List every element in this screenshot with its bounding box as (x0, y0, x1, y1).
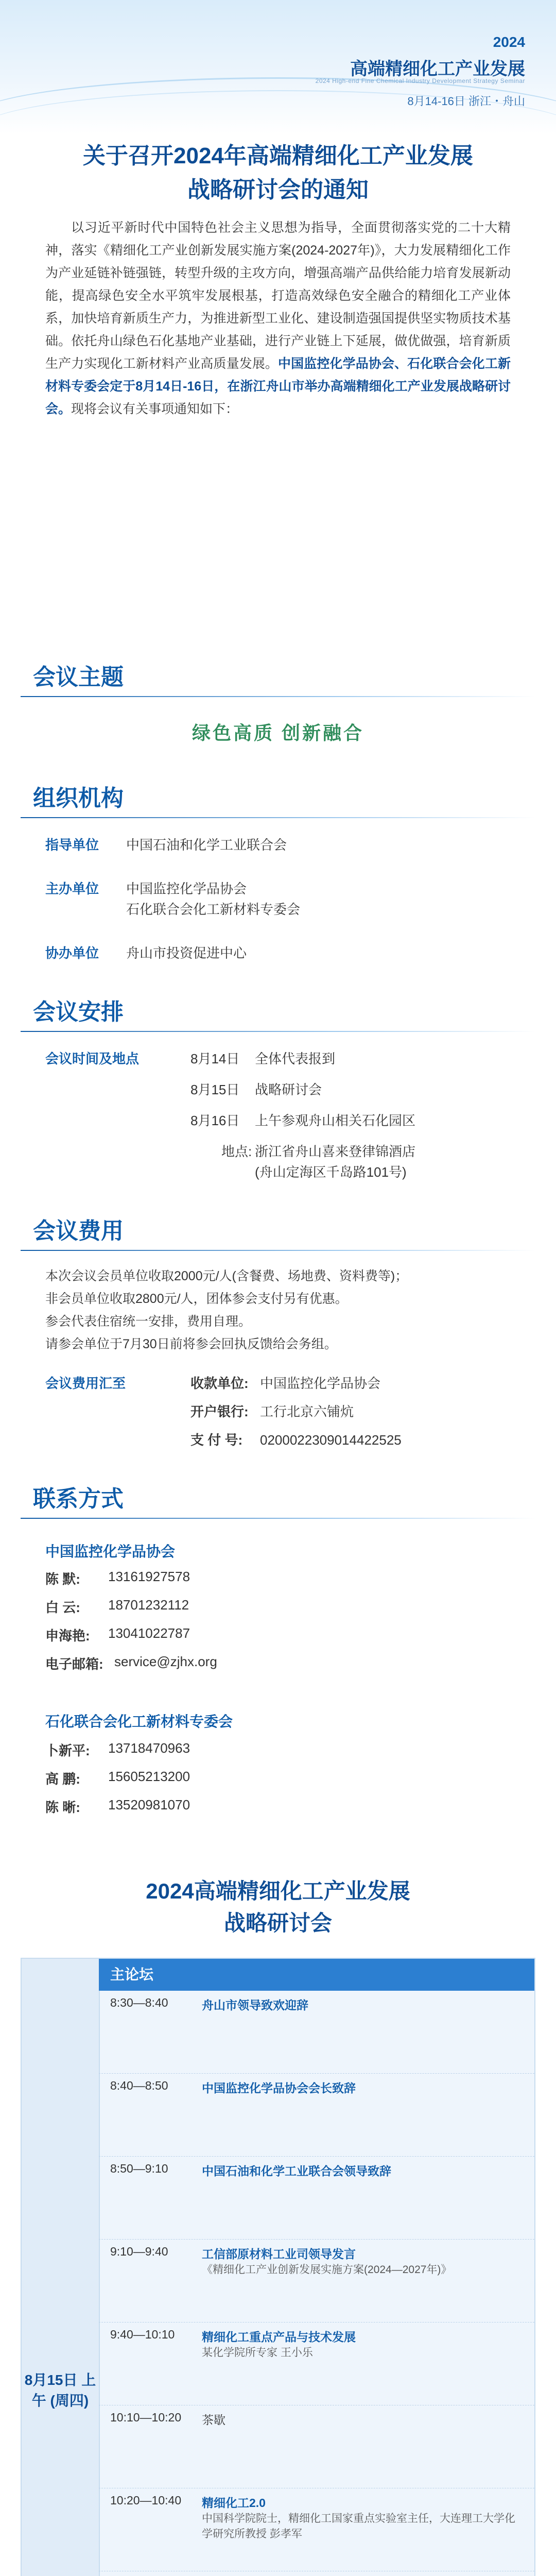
agenda-time: 10:20—10:40 (110, 2494, 182, 2507)
agenda-item (99, 2240, 534, 2323)
agenda-item (99, 2157, 534, 2240)
theme-text: 绿色高质 创新融合 (192, 722, 364, 743)
schedule-place-label: 地点: (221, 1144, 252, 1159)
section-heading: 组织机构 (33, 786, 124, 811)
agenda-item (99, 2074, 534, 2157)
schedule-place: 浙江省舟山喜来登律锦酒店 (255, 1144, 416, 1159)
agenda-time: 8:30—8:40 (110, 1996, 168, 2009)
section-contact (21, 1484, 535, 1519)
header-year: 2024 (493, 34, 525, 50)
section-divider (21, 1250, 535, 1251)
agenda-time: 8:50—9:10 (110, 2162, 168, 2175)
intro-text: 现将会议有关事项通知如下： (71, 402, 239, 416)
agenda-time: 9:10—9:40 (110, 2245, 168, 2258)
contact-email-label: 电子邮箱: (45, 1656, 103, 1672)
schedule-time-label: 会议时间及地点 (45, 1051, 140, 1066)
header-event-name: 高端精细化工产业发展 (350, 59, 525, 79)
agenda-speaker: 《精细化工产业创新发展实施方案(2024—2027年)》 (202, 2264, 452, 2276)
fee-line: 参会代表住宿统一安排，费用自理。 (45, 1314, 252, 1329)
header-event-name-en: 2024 High-end Fine Chemical Industry Development Strategy Seminar (315, 77, 525, 84)
org-label: 指导单位 (45, 837, 99, 853)
agenda-title-line: 战略研讨会 (223, 1911, 332, 1935)
agenda-topic: 精细化工2.0 (202, 2496, 266, 2510)
contact-phone: 13161927578 (108, 1569, 190, 1584)
agenda-topic: 中国监控化学品协会会长致辞 (202, 2081, 356, 2095)
agenda-topic: 舟山市领导致欢迎辞 (202, 1998, 308, 2012)
agenda-topic: 精细化工重点产品与技术发展 (202, 2330, 356, 2344)
agenda-topic: 中国石油和化学工业联合会领导致辞 (202, 2164, 391, 2178)
forum-bar: 主论坛 (99, 1959, 534, 1991)
schedule-text: 战略研讨会 (255, 1082, 322, 1097)
contact-name: 陈 默: (45, 1571, 80, 1587)
fee-bank: 工行北京六铺炕 (260, 1404, 354, 1419)
contact-email[interactable]: service@zjhx.org (114, 1654, 217, 1669)
agenda-item (99, 2405, 534, 2488)
agenda-item (99, 1991, 534, 2074)
agenda-title (0, 1875, 556, 1939)
contact-name: 白 云: (45, 1600, 80, 1615)
title-line: 战略研讨会的通知 (187, 177, 369, 202)
fee-acct: 0200022309014422525 (260, 1432, 402, 1448)
agenda-topic: 工信部原材料工业司领导发言 (202, 2247, 356, 2261)
fee-line: 请参会单位于7月30日前将参会回执反馈给会务组。 (45, 1337, 337, 1351)
section-divider (21, 817, 535, 818)
agenda-morning-panel (21, 1958, 535, 2576)
schedule-text: 上午参观舟山相关石化园区 (255, 1113, 416, 1128)
agenda-time: 8:40—8:50 (110, 2079, 168, 2092)
org-value: 中国石油和化学工业联合会 (126, 837, 287, 853)
section-divider (21, 1518, 535, 1519)
agenda-item (99, 2488, 534, 2571)
contact-phone: 15605213200 (108, 1769, 190, 1784)
intro-bold-text: 中国监控化学品协会、石化联合会化工新材料专委会定于8月14日-16日，在浙江舟山市举办高端精细化工产业发展战略研讨会。 (45, 357, 511, 416)
section-org (21, 783, 535, 818)
fee-line: 非会员单位收取2800元/人，团体参会支付另有优惠。 (45, 1292, 348, 1306)
fee-acct-label: 支 付 号: (190, 1432, 243, 1448)
org-value: 石化联合会化工新材料专委会 (126, 902, 301, 917)
contact-org: 石化联合会化工新材料专委会 (45, 1714, 233, 1730)
agenda-item (99, 2571, 534, 2576)
agenda-speaker: 中国科学院院士，精细化工国家重点实验室主任，大连理工大学化学研究所教授 彭孝军 (202, 2513, 515, 2540)
contact-phone: 13718470963 (108, 1740, 190, 1756)
org-label: 主办单位 (45, 881, 99, 896)
page-title (0, 139, 556, 207)
fee-payee: 中国监控化学品协会 (260, 1376, 381, 1391)
contact-name: 卜新平: (45, 1743, 90, 1758)
title-line: 关于召开2024年高端精细化工产业发展 (83, 143, 473, 168)
contact-name: 高 鹏: (45, 1771, 80, 1787)
schedule-date: 8月14日 (190, 1051, 240, 1066)
section-divider (21, 1031, 535, 1032)
contact-phone: 13041022787 (108, 1625, 190, 1641)
fee-account-label: 会议费用汇至 (45, 1376, 126, 1391)
agenda-speaker: 某化学院所专家 王小乐 (202, 2347, 313, 2359)
section-heading: 会议安排 (33, 999, 124, 1025)
agenda-item (99, 2323, 534, 2405)
schedule-place: (舟山定海区千岛路101号) (255, 1164, 407, 1180)
section-divider (21, 696, 535, 697)
agenda-topic: 茶歇 (202, 2413, 225, 2427)
header-banner (0, 0, 556, 134)
schedule-date: 8月15日 (190, 1082, 240, 1097)
section-theme (21, 662, 535, 697)
contact-phone: 13520981070 (108, 1797, 190, 1812)
agenda-day-label: 8月15日 上午 (周四) (22, 1959, 99, 2576)
schedule-date: 8月16日 (190, 1113, 240, 1128)
agenda-time: 10:10—10:20 (110, 2411, 182, 2424)
org-value: 中国监控化学品协会 (126, 881, 247, 896)
section-schedule (21, 997, 535, 1032)
intro-paragraph (45, 216, 511, 420)
fee-bank-label: 开户银行: (190, 1404, 249, 1419)
section-heading: 联系方式 (33, 1486, 124, 1512)
section-heading: 会议主题 (33, 665, 124, 690)
schedule-text: 全体代表报到 (255, 1051, 336, 1066)
org-label: 协办单位 (45, 945, 99, 961)
org-value: 舟山市投资促进中心 (126, 945, 247, 961)
contact-name: 陈 晰: (45, 1800, 80, 1815)
section-heading: 会议费用 (33, 1218, 124, 1244)
contact-phone: 18701232112 (108, 1597, 189, 1613)
header-date-place: 8月14-16日 浙江・舟山 (407, 95, 525, 108)
contact-name: 申海艳: (45, 1628, 90, 1643)
section-fee (21, 1216, 535, 1251)
agenda-title-line: 2024高端精细化工产业发展 (146, 1879, 410, 1903)
contact-org: 中国监控化学品协会 (45, 1544, 176, 1560)
agenda-time: 9:40—10:10 (110, 2328, 175, 2341)
fee-payee-label: 收款单位: (190, 1376, 249, 1391)
fee-line: 本次会议会员单位收取2000元/人(含餐费、场地费、资料费等)； (45, 1269, 408, 1283)
intro-text: 以习近平新时代中国特色社会主义思想为指导，全面贯彻落实党的二十大精神，落实《精细化工产业创新发展实施方案(2024-2027年)》，大力发展精细化工作为产业延链补链强链，转型升级的主攻方向，增强高端产品供给能力培育发展新动能，提高绿色安全水平筑牢发展根基，打造高效绿色安全融合的精细化工产业体系，加快培育新质生产力，为推进新型工业化、建设制造强国提供坚实物质技术基础。依托舟山绿色石化基地产业基础，进行产业链上下延展，做优做强，培育新质生产力实现化工新材料产业高质量发展。 (45, 221, 511, 371)
